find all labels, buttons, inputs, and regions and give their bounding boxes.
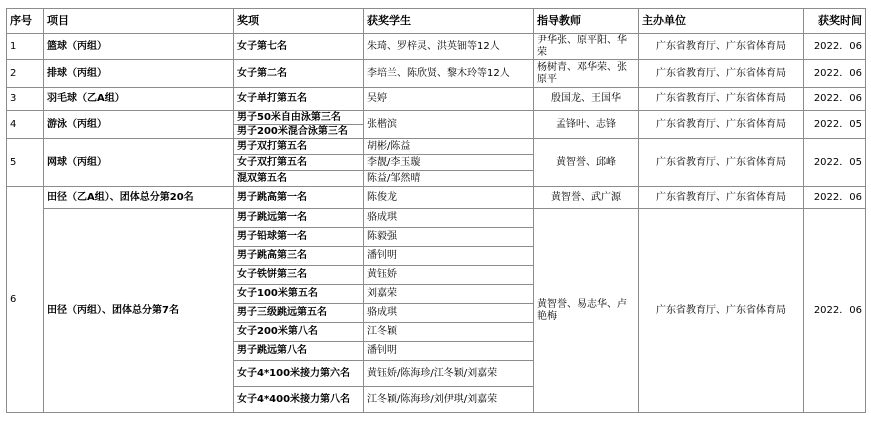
cell-teachers[interactable]: 殷国龙、王国华 <box>534 88 639 111</box>
header-award[interactable]: 奖项 <box>234 9 364 34</box>
header-item[interactable]: 项目 <box>44 9 234 34</box>
cell-date[interactable]: 2022．06 <box>804 60 866 88</box>
cell-organizer[interactable]: 广东省教育厅、广东省体育局 <box>639 139 804 187</box>
cell-no[interactable]: 4 <box>7 111 44 139</box>
cell-award[interactable]: 女子100米第五名 <box>234 285 364 304</box>
cell-item[interactable]: 篮球（丙组） <box>44 34 234 60</box>
cell-date[interactable]: 2022．06 <box>804 34 866 60</box>
cell-award[interactable]: 女子200米第八名 <box>234 323 364 342</box>
cell-students[interactable]: 刘嘉荣 <box>364 285 534 304</box>
cell-students[interactable]: 胡彬/陈益 <box>364 139 534 155</box>
header-date[interactable]: 获奖时间 <box>804 9 866 34</box>
cell-award[interactable]: 女子第七名 <box>234 34 364 60</box>
cell-students[interactable]: 江冬颖 <box>364 323 534 342</box>
table-row <box>7 88 866 111</box>
cell-teachers[interactable]: 黄智誉、邱峰 <box>534 139 639 187</box>
table-row <box>7 60 866 88</box>
cell-organizer[interactable]: 广东省教育厅、广东省体育局 <box>639 111 804 139</box>
cell-award[interactable]: 混双第五名 <box>234 171 364 187</box>
cell-award[interactable]: 女子双打第五名 <box>234 155 364 171</box>
cell-students[interactable]: 陈俊龙 <box>364 187 534 209</box>
header-students[interactable]: 获奖学生 <box>364 9 534 34</box>
cell-students[interactable]: 张楷滨 <box>364 111 534 139</box>
cell-students[interactable]: 吴婷 <box>364 88 534 111</box>
cell-item[interactable]: 田径（丙组）、团体总分第7名 <box>44 209 234 413</box>
cell-students[interactable]: 骆成琪 <box>364 304 534 323</box>
cell-award[interactable]: 女子单打第五名 <box>234 88 364 111</box>
cell-award[interactable]: 女子4*400米接力第八名 <box>234 387 364 413</box>
cell-no[interactable]: 5 <box>7 139 44 187</box>
table-row <box>7 209 866 228</box>
cell-no[interactable]: 6 <box>7 187 44 413</box>
cell-award[interactable]: 男子铅球第一名 <box>234 228 364 247</box>
cell-students[interactable]: 黄钰娇 <box>364 266 534 285</box>
cell-organizer[interactable]: 广东省教育厅、广东省体育局 <box>639 60 804 88</box>
cell-students[interactable]: 潘钊明 <box>364 342 534 361</box>
table-row <box>7 139 866 155</box>
cell-award[interactable]: 男子跳高第一名 <box>234 187 364 209</box>
cell-date[interactable]: 2022．05 <box>804 111 866 139</box>
cell-students[interactable]: 李靓/李玉璇 <box>364 155 534 171</box>
cell-award[interactable]: 男子三级跳远第五名 <box>234 304 364 323</box>
table-row <box>7 187 866 209</box>
awards-table <box>6 8 866 413</box>
header-row <box>7 9 866 34</box>
cell-item[interactable]: 游泳（丙组） <box>44 111 234 139</box>
cell-award[interactable]: 女子4*100米接力第六名 <box>234 361 364 387</box>
cell-date[interactable]: 2022．06 <box>804 88 866 111</box>
cell-teachers[interactable]: 杨树青、邓华荣、张原平 <box>534 60 639 88</box>
cell-students[interactable]: 李培兰、陈欣贤、黎木玲等12人 <box>364 60 534 88</box>
cell-award[interactable]: 男子跳远第一名 <box>234 209 364 228</box>
table-row <box>7 34 866 60</box>
cell-no[interactable]: 3 <box>7 88 44 111</box>
cell-students[interactable]: 黄钰娇/陈海珍/江冬颖/刘嘉荣 <box>364 361 534 387</box>
cell-award[interactable]: 男子50米自由泳第三名 <box>234 111 364 125</box>
cell-item[interactable]: 网球（丙组） <box>44 139 234 187</box>
cell-students[interactable]: 陈益/邹然晴 <box>364 171 534 187</box>
cell-award[interactable]: 男子跳高第三名 <box>234 247 364 266</box>
cell-students[interactable]: 江冬颖/陈海珍/刘伊琪/刘嘉荣 <box>364 387 534 413</box>
cell-organizer[interactable]: 广东省教育厅、广东省体育局 <box>639 34 804 60</box>
cell-teachers[interactable]: 黄智誉、易志华、卢艳梅 <box>534 209 639 413</box>
header-organizer[interactable]: 主办单位 <box>639 9 804 34</box>
table-row <box>7 111 866 125</box>
cell-teachers[interactable]: 尹华张、原平阳、华荣 <box>534 34 639 60</box>
cell-award[interactable]: 男子双打第五名 <box>234 139 364 155</box>
cell-award[interactable]: 男子200米混合泳第三名 <box>234 125 364 139</box>
cell-students[interactable]: 骆成琪 <box>364 209 534 228</box>
cell-award[interactable]: 女子第二名 <box>234 60 364 88</box>
cell-item[interactable]: 田径（乙A组）、团体总分第20名 <box>44 187 234 209</box>
cell-teachers[interactable]: 孟锋叶、志锋 <box>534 111 639 139</box>
cell-organizer[interactable]: 广东省教育厅、广东省体育局 <box>639 88 804 111</box>
cell-no[interactable]: 1 <box>7 34 44 60</box>
cell-no[interactable]: 2 <box>7 60 44 88</box>
header-no[interactable]: 序号 <box>7 9 44 34</box>
cell-award[interactable]: 女子铁饼第三名 <box>234 266 364 285</box>
cell-date[interactable]: 2022．05 <box>804 139 866 187</box>
cell-students[interactable]: 陈毅强 <box>364 228 534 247</box>
cell-organizer[interactable]: 广东省教育厅、广东省体育局 <box>639 209 804 413</box>
cell-teachers[interactable]: 黄智誉、武广源 <box>534 187 639 209</box>
header-teachers[interactable]: 指导教师 <box>534 9 639 34</box>
cell-students[interactable]: 潘钊明 <box>364 247 534 266</box>
cell-date[interactable]: 2022．06 <box>804 209 866 413</box>
cell-item[interactable]: 排球（丙组） <box>44 60 234 88</box>
cell-organizer[interactable]: 广东省教育厅、广东省体育局 <box>639 187 804 209</box>
cell-award[interactable]: 男子跳远第八名 <box>234 342 364 361</box>
cell-date[interactable]: 2022．06 <box>804 187 866 209</box>
cell-students[interactable]: 朱琦、罗梓灵、洪英钿等12人 <box>364 34 534 60</box>
cell-item[interactable]: 羽毛球（乙A组） <box>44 88 234 111</box>
